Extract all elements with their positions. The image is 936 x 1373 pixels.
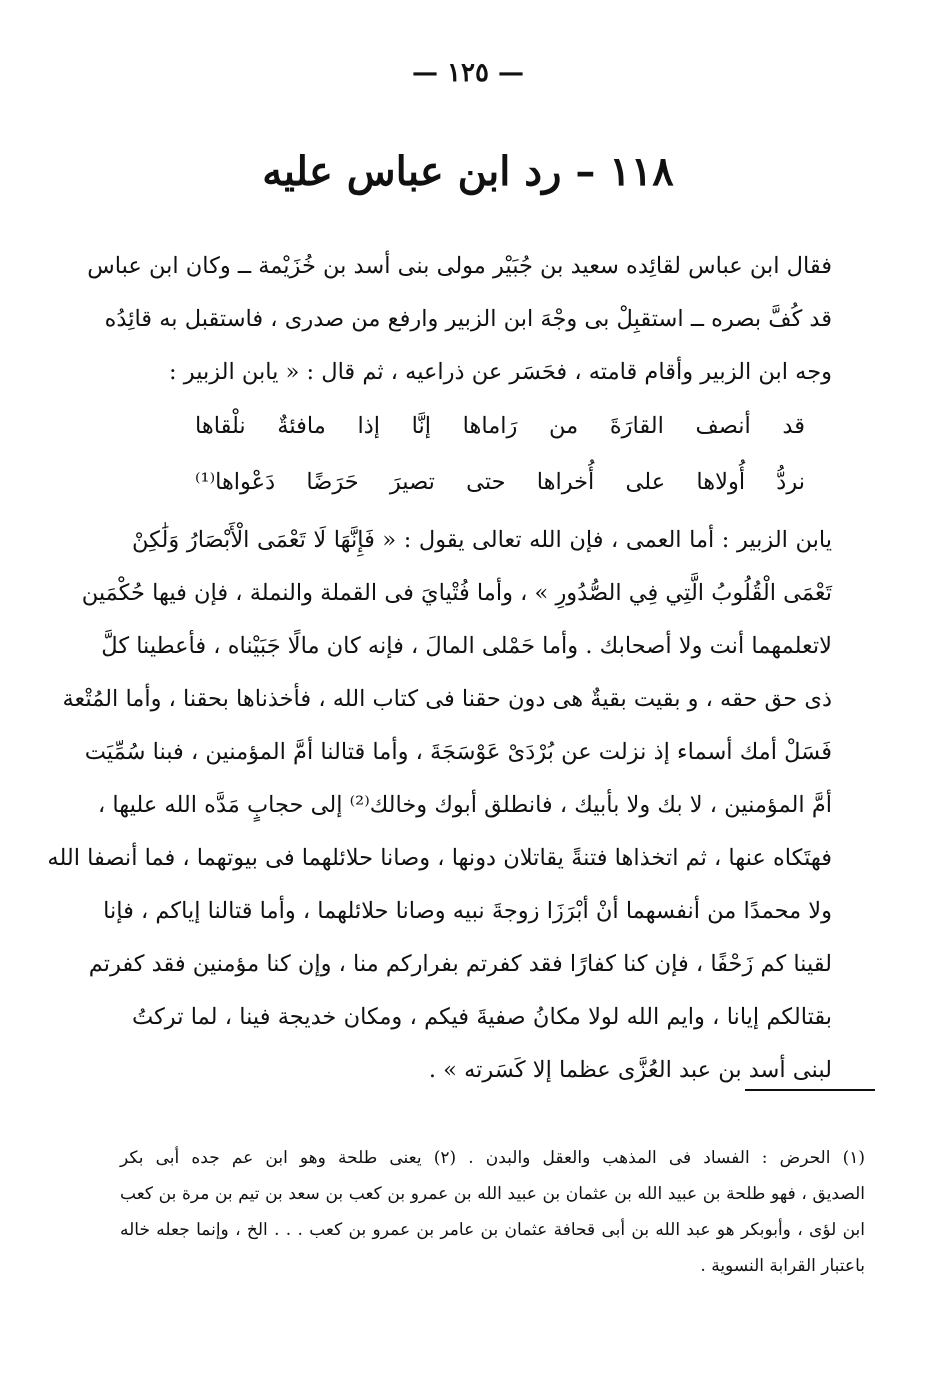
main-paragraph: [47, 514, 832, 1097]
text-line: فهتَكاه عنها ، ثم اتخذاها فتنةً يقاتلان دونها ، وصانا حلائلهما فى بيوتهما ، فما أنصفا الله: [47, 845, 832, 871]
footnotes: [120, 1140, 865, 1284]
text-line: فقال ابن عباس لقائِده سعيد بن جُبَيْر مولى بنى أسد بن خُزَيْمة ــ وكان ابن عباس: [87, 253, 832, 279]
text-line: ولا محمدًا من أنفسهما أنْ أبْرَزَا زوجةَ نبيه وصانا حلائلهما ، وأما قتالنا إياكم ، فإنا: [103, 898, 832, 924]
text-line: بقتالكم إيانا ، وايم الله لولا مكانُ صفيةَ فيكم ، ومكان خديجة فينا ، لما تركتُ: [132, 1004, 832, 1030]
text-line: وجه ابن الزبير وأقام قامته ، فحَسَر عن ذراعيه ، ثم قال : « يابن الزبير :: [169, 359, 832, 385]
footnote-line: باعتبار القرابة النسوية .: [700, 1256, 865, 1276]
footnote-separator: [745, 1089, 875, 1091]
footnote-line: (١) الحرض : الفساد فى المذهب والعقل والبدن . (٢) يعنى طلحة وهو ابن عم جده أبى بكر: [120, 1148, 865, 1168]
footnote-line: الصديق ، فهو طلحة بن عبيد الله بن عثمان بن عبيد الله بن عمرو بن كعب بن سعد بن تيم بن مرة بن كعب: [120, 1184, 865, 1204]
intro-paragraph: [87, 240, 832, 399]
text-line: لقينا كم زَحْفًا ، فإن كنا كفارًا فقد كفرتم بفراركم منا ، وإن كنا مؤمنين فقد كفرتم: [88, 951, 832, 977]
verse-line: نردُّ أُولاها على أُخراها حتى تصيرَ حَرَضًا دَعْواها⁽¹⁾: [195, 469, 805, 495]
text-line: قد كُفَّ بصره ــ استقبِلْ بى وجْهَ ابن الزبير وارفع من صدرى ، فاستقبل به قائِدُه: [104, 306, 832, 332]
section-heading: ١١٨ – رد ابن عباس عليه: [262, 148, 674, 195]
text-line: أمَّ المؤمنين ، لا بك ولا بأبيك ، فانطلق أبوك وخالك⁽²⁾ إلى حجابٍ مَدَّه الله عليها ،: [97, 792, 832, 818]
footnote-line: ابن لؤى ، وأبوبكر هو عبد الله بن أبى قحافة عثمان بن عامر بن عمرو بن كعب . . . الخ ، وإنما جعله خاله: [120, 1220, 865, 1240]
text-line: فَسَلْ أمك أسماء إذ نزلت عن بُرْدَىْ عَوْسَجَةَ ، وأما قتالنا أمَّ المؤمنين ، فبنا سُمِّيَت: [84, 739, 832, 765]
text-line: ذى حق حقه ، و بقيت بقيةٌ هى دون حقنا فى كتاب الله ، فأخذناها بحقنا ، وأما المُتْعة: [62, 686, 832, 712]
poem-verses: [195, 398, 805, 510]
page-number: — ١٢٥ —: [411, 58, 525, 88]
verse-line: قد أنصف القارَةَ من رَاماها إنَّا إذا مافئةٌ نلْقاها: [195, 413, 805, 439]
text-line: لاتعلمهما أنت ولا أصحابك . وأما حَمْلى المالَ ، فإنه كان مالًا جَبَيْناه ، فأعطينا كلَّ: [101, 633, 832, 659]
text-line: تَعْمَى الْقُلُوبُ الَّتِي فِي الصُّدُورِ » ، وأما فُتْيايَ فى القملة والنملة ، فإن فيها حُكْمَين: [81, 580, 832, 606]
text-line: يابن الزبير : أما العمى ، فإن الله تعالى يقول : « فَإِنَّهَا لَا تَعْمَى الْأَبْصَارُ وَلَٰكِنْ: [132, 527, 832, 553]
text-line: لبنى أسد بن عبد العُزَّى عظما إلا كَسَرته » .: [428, 1057, 832, 1083]
